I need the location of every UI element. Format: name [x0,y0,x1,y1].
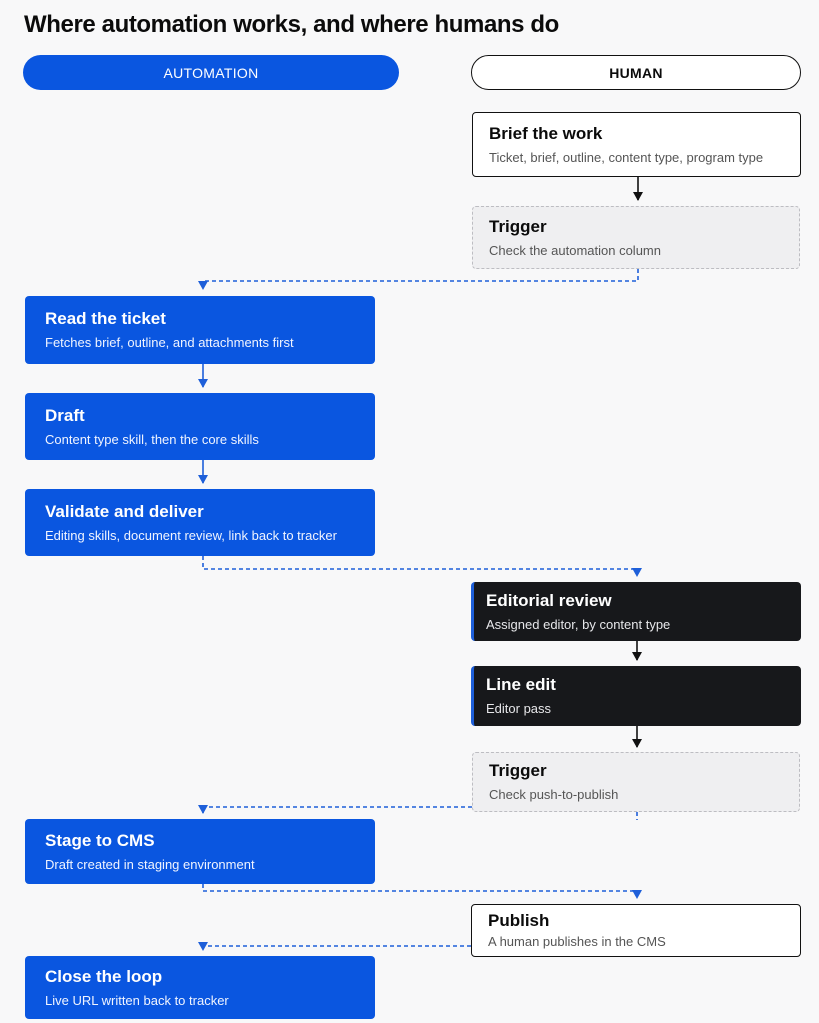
step-subtitle: A human publishes in the CMS [488,934,666,949]
step-title: Draft [45,405,85,425]
step-subtitle: Live URL written back to tracker [45,992,229,1008]
connector-trigger-to-stage-horizontal [203,807,472,813]
connector-stage-to-publish [203,884,637,898]
step-title: Stage to CMS [45,830,155,850]
step-subtitle: Fetches brief, outline, and attachments first [45,335,294,350]
step-subtitle: Check the automation column [489,242,661,258]
step-publish [471,904,801,957]
step-title: Trigger [489,216,547,236]
step-subtitle: Editing skills, document review, link back to tracker [45,527,337,543]
step-brief-the-work [472,112,801,177]
automation-column-label: AUTOMATION [163,64,259,81]
step-trigger-automation [472,206,800,269]
step-stage-to-cms [25,819,375,884]
connector-validate-to-editorial [203,556,637,576]
step-read-the-ticket [25,296,375,364]
step-subtitle: Draft created in staging environment [45,856,255,872]
step-subtitle: Check push-to-publish [489,787,619,802]
step-line-edit [471,666,801,726]
step-title: Editorial review [486,590,612,610]
connector-trigger-to-read [203,269,638,289]
step-subtitle: Editor pass [486,701,552,716]
step-validate-and-deliver [25,489,375,556]
step-editorial-review [471,582,801,641]
step-title: Line edit [486,675,556,694]
step-close-the-loop [25,956,375,1019]
step-title: Read the ticket [45,309,166,328]
step-subtitle: Ticket, brief, outline, content type, program type [489,149,764,165]
step-trigger-publish [472,752,800,812]
step-title: Publish [488,911,550,930]
connector-publish-to-close [203,946,471,950]
step-subtitle: Content type skill, then the core skills [45,431,259,447]
step-title: Trigger [489,761,547,780]
human-column-label: HUMAN [609,64,663,81]
step-draft [25,393,375,460]
step-title: Validate and deliver [45,501,204,521]
step-subtitle: Assigned editor, by content type [486,616,671,632]
page-title: Where automation works, and where humans do [24,11,559,38]
step-title: Close the loop [45,966,163,986]
step-title: Brief the work [489,123,603,143]
